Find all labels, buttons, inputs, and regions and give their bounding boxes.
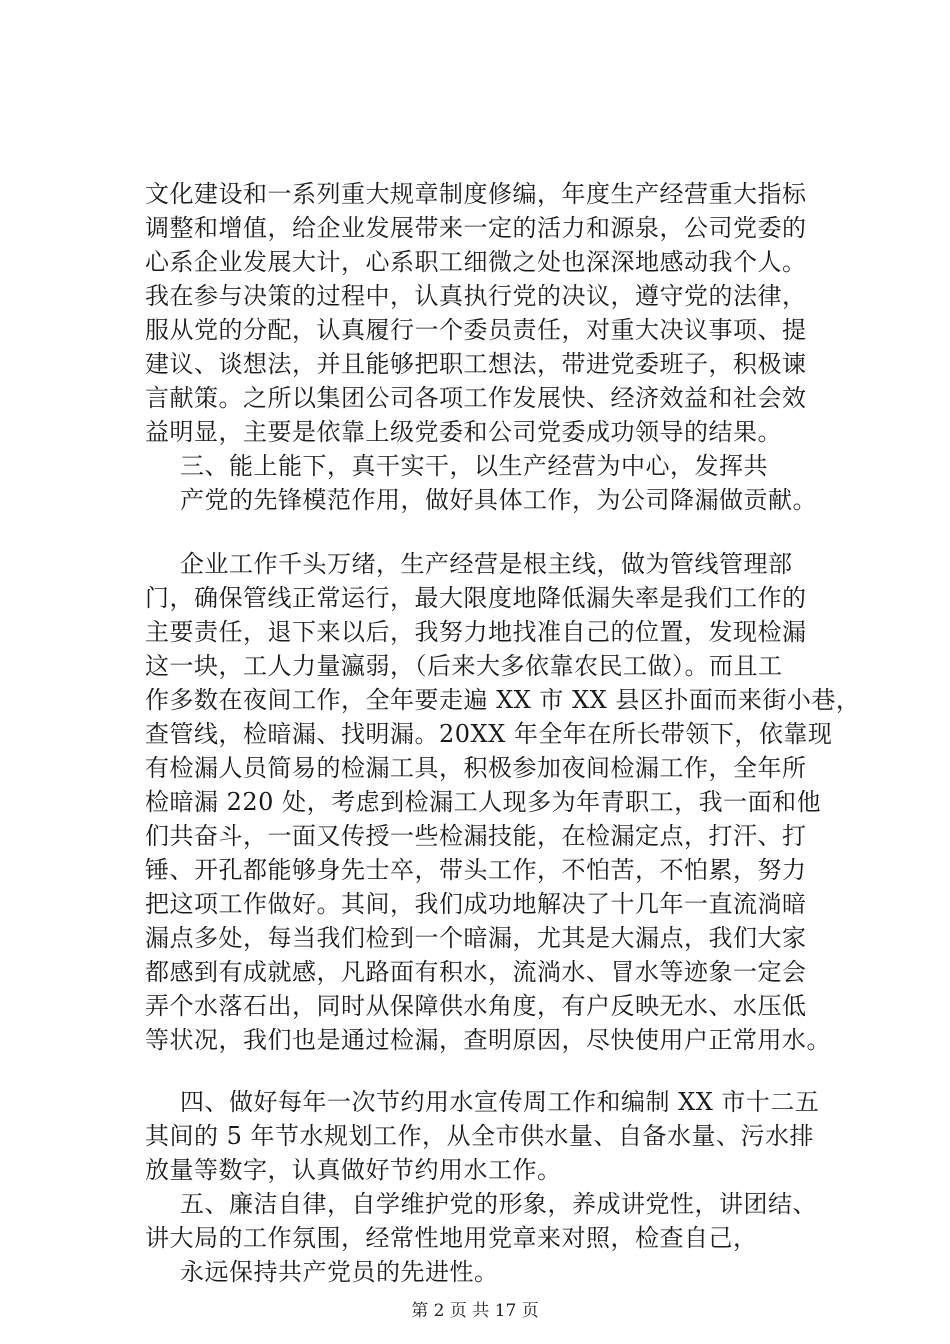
text-line: 调整和增值，给企业发展带来一定的活力和源泉，公司党委的 [145, 214, 807, 242]
text-line: 永远保持共产党员的先进性。 [180, 1258, 499, 1286]
text-line: 放量等数字，认真做好节约用水工作。 [145, 1156, 562, 1184]
text-line: 作多数在夜间工作，全年要走遍 XX 市 XX 县区扑面而来街小巷， [145, 686, 861, 714]
text-line: 企业工作千头万绪，生产经营是根主线，做为管线管理部 [180, 550, 793, 578]
text-line: 弄个水落石出，同时从保障供水角度，有户反映无水、水压低 [145, 992, 807, 1020]
text-line: 主要责任，退下来以后，我努力地找准自己的位置，发现检漏 [145, 618, 807, 646]
text-line: 五、廉洁自律，自学维护党的形象，养成讲党性，讲团结、 [180, 1190, 817, 1218]
text-line: 把这项工作做好。其间，我们成功地解决了十几年一直流淌暗 [145, 890, 807, 918]
text-line: 这一块，工人力量瀛弱，（后来大多依靠农民工做）。而且工 [145, 652, 783, 680]
text-line: 等状况，我们也是通过检漏，查明原因，尽快使用户正常用水。 [145, 1026, 831, 1054]
text-line: 锤、开孔都能够身先士卒，带头工作，不怕苦，不怕累，努力 [145, 856, 807, 884]
text-line: 益明显，主要是依靠上级党委和公司党委成功领导的结果。 [145, 418, 782, 446]
text-line: 门，确保管线正常运行，最大限度地降低漏失率是我们工作的 [145, 584, 807, 612]
text-line: 建议、谈想法，并且能够把职工想法，带进党委班子，积极谏 [145, 350, 807, 378]
text-line: 服从党的分配，认真履行一个委员责任，对重大决议事项、提 [145, 316, 807, 344]
text-line: 都感到有成就感，凡路面有积水，流淌水、冒水等迹象一定会 [145, 958, 807, 986]
text-line: 我在参与决策的过程中，认真执行党的决议，遵守党的法律， [145, 282, 807, 310]
section-heading: 三、能上能下，真干实干，以生产经营为中心，发挥共 [180, 452, 768, 480]
text-line: 心系企业发展大计，心系职工细微之处也深深地感动我个人。 [145, 248, 807, 276]
text-line: 漏点多处，每当我们检到一个暗漏，尤其是大漏点，我们大家 [145, 924, 807, 952]
section-heading: 产党的先锋模范作用，做好具体工作，为公司降漏做贡献。 [180, 486, 817, 514]
text-line: 有检漏人员简易的检漏工具，积极参加夜间检漏工作，全年所 [145, 754, 807, 782]
text-line: 言献策。之所以集团公司各项工作发展快、经济效益和社会效 [145, 384, 807, 412]
page-footer: 第 2 页 共 17 页 [411, 1301, 539, 1321]
text-line: 检暗漏 220 处，考虑到检漏工人现多为年青职工，我一面和他 [145, 788, 822, 816]
text-line: 四、做好每年一次节约用水宣传周工作和编制 XX 市十二五 [180, 1088, 820, 1116]
text-line: 讲大局的工作氛围，经常性地用党章来对照，检查自己， [145, 1224, 758, 1252]
text-line: 文化建设和一系列重大规章制度修编，年度生产经营重大指标 [145, 180, 807, 208]
text-line: 查管线，检暗漏、找明漏。20XX 年全年在所长带领下，依靠现 [145, 720, 833, 748]
text-line: 其间的 5 年节水规划工作，从全市供水量、自备水量、污水排 [145, 1122, 815, 1150]
text-line: 们共奋斗，一面又传授一些检漏技能，在检漏定点，打汗、打 [145, 822, 807, 850]
